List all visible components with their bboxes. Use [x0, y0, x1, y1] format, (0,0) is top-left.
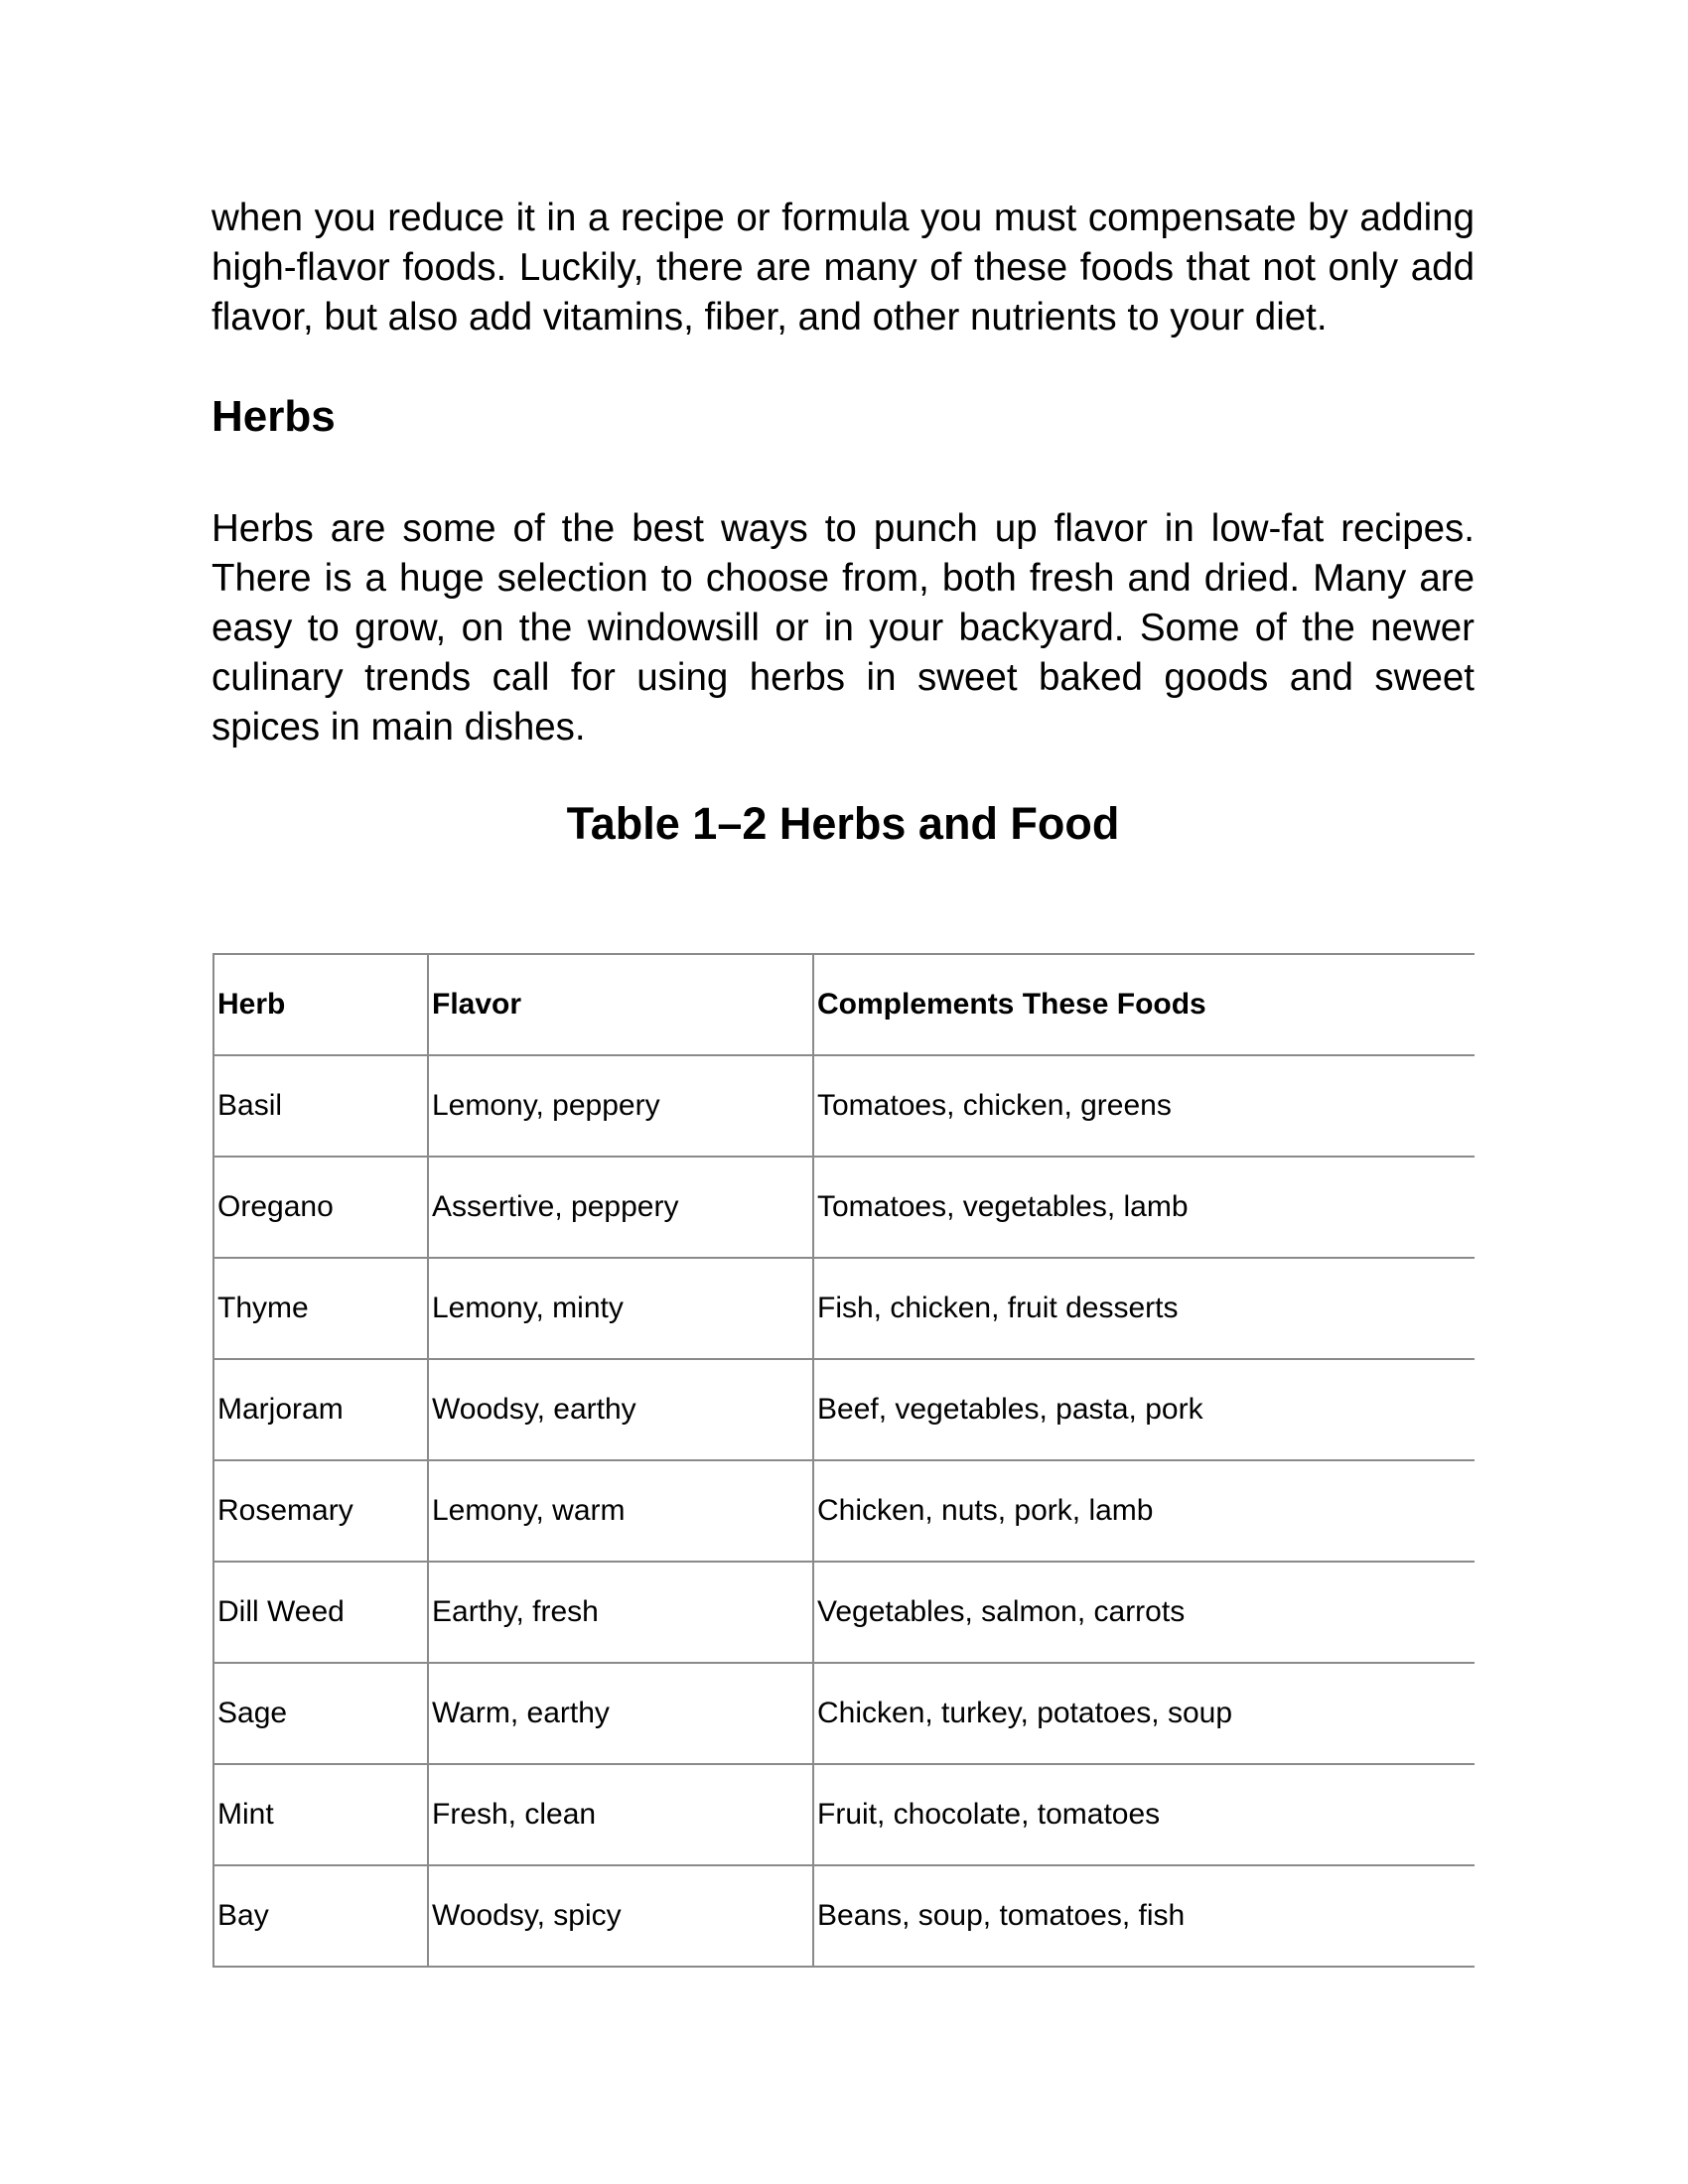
cell-herb: Thyme: [213, 1258, 428, 1359]
header-cell-complements: Complements These Foods: [813, 954, 1475, 1055]
cell-herb: Mint: [213, 1764, 428, 1865]
table-row: [213, 1258, 1475, 1359]
table-row: [213, 1460, 1475, 1562]
cell-complements: Beans, soup, tomatoes, fish: [813, 1865, 1475, 1967]
cell-flavor: Fresh, clean: [428, 1764, 813, 1865]
cell-flavor: Lemony, peppery: [428, 1055, 813, 1157]
cell-flavor: Assertive, peppery: [428, 1157, 813, 1258]
table-title: Table 1–2 Herbs and Food: [566, 798, 1120, 849]
cell-complements: Chicken, nuts, pork, lamb: [813, 1460, 1475, 1562]
cell-complements: Fish, chicken, fruit desserts: [813, 1258, 1475, 1359]
cell-herb: Rosemary: [213, 1460, 428, 1562]
cell-complements: Beef, vegetables, pasta, pork: [813, 1359, 1475, 1460]
cell-flavor: Lemony, warm: [428, 1460, 813, 1562]
cell-herb: Dill Weed: [213, 1562, 428, 1663]
table-row: [213, 1764, 1475, 1865]
table-row: [213, 1663, 1475, 1764]
table-row: [213, 1359, 1475, 1460]
cell-complements: Fruit, chocolate, tomatoes: [813, 1764, 1475, 1865]
herbs-table: [212, 953, 1475, 1968]
herbs-paragraph: Herbs are some of the best ways to punch up flavor in low-fat recipes. There is a huge selection to choose from, both fresh and dried. Many are easy to grow, on the windowsill or in your backyard. Some of the newer culinary trends call for using herbs in sweet baked goods and sweet spices in main dishes.: [211, 507, 1475, 749]
cell-herb: Marjoram: [213, 1359, 428, 1460]
cell-herb: Oregano: [213, 1157, 428, 1258]
table-row: [213, 1157, 1475, 1258]
document-page: [211, 194, 1475, 850]
cell-flavor: Earthy, fresh: [428, 1562, 813, 1663]
cell-flavor: Woodsy, earthy: [428, 1359, 813, 1460]
header-cell-flavor: Flavor: [428, 954, 813, 1055]
cell-herb: Sage: [213, 1663, 428, 1764]
cell-flavor: Woodsy, spicy: [428, 1865, 813, 1967]
table-row: [213, 1562, 1475, 1663]
table-header-row: [213, 954, 1475, 1055]
table-row: [213, 1055, 1475, 1157]
cell-complements: Chicken, turkey, potatoes, soup: [813, 1663, 1475, 1764]
cell-flavor: Lemony, minty: [428, 1258, 813, 1359]
cell-flavor: Warm, earthy: [428, 1663, 813, 1764]
cell-complements: Vegetables, salmon, carrots: [813, 1562, 1475, 1663]
table-row: [213, 1865, 1475, 1967]
cell-herb: Bay: [213, 1865, 428, 1967]
intro-paragraph: when you reduce it in a recipe or formula you must compensate by adding high-flavor foods. Luckily, there are many of these foods that not only add flavor, but also add vitamins, fiber, and other nutrients to your diet.: [211, 197, 1475, 339]
cell-complements: Tomatoes, chicken, greens: [813, 1055, 1475, 1157]
section-heading-herbs: Herbs: [211, 392, 336, 441]
header-cell-herb: Herb: [213, 954, 428, 1055]
herbs-table-wrapper: [212, 953, 1475, 1983]
cell-herb: Basil: [213, 1055, 428, 1157]
cell-complements: Tomatoes, vegetables, lamb: [813, 1157, 1475, 1258]
